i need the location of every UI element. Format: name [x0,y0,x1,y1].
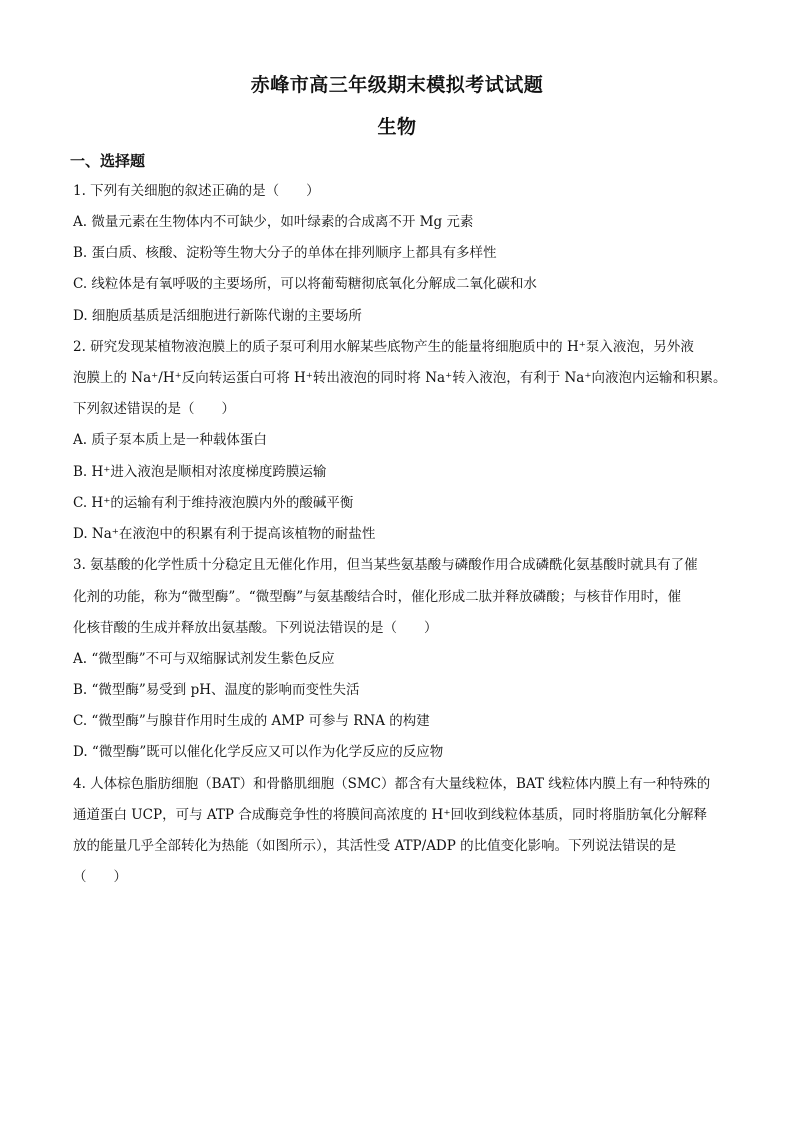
question-1-option-b: B. 蛋白质、核酸、淀粉等生物大分子的单体在排列顺序上都具有多样性 [73,245,497,261]
question-4-stem-line-3: 放的能量几乎全部转化为热能（如图所示），其活性受 ATP/ADP 的比值变化影响。下列说法错误的是 [73,838,677,854]
question-2-option-a: A. 质子泵本质上是一种载体蛋白 [73,432,267,448]
question-3-stem-line-3: 化核苷酸的生成并释放出氨基酸。下列说法错误的是（ ） [73,620,438,636]
question-3-option-a: A. “微型酶”不可与双缩脲试剂发生紫色反应 [73,651,335,667]
question-2-option-c: C. H⁺的运输有利于维持液泡膜内外的酸碱平衡 [73,495,354,511]
page-title: 赤峰市高三年级期末模拟考试试题 [250,74,544,96]
question-1-stem: 1. 下列有关细胞的叙述正确的是（ ） [73,183,320,199]
question-3-stem-line-1: 3. 氨基酸的化学性质十分稳定且无催化作用，但当某些氨基酸与磷酸作用合成磷酰化氨基酸时就具有了催 [73,557,698,573]
question-4-stem-line-1: 4. 人体棕色脂肪细胞（BAT）和骨骼肌细胞（SMC）都含有大量线粒体，BAT 线粒体内膜上有一种特殊的 [73,776,711,792]
question-1-option-d: D. 细胞质基质是活细胞进行新陈代谢的主要场所 [73,308,362,324]
question-2-stem-line-1: 2. 研究发现某植物液泡膜上的质子泵可利用水解某些底物产生的能量将细胞质中的 H⁺泵入液泡，另外液 [73,339,694,355]
question-3-option-d: D. “微型酶”既可以催化化学反应又可以作为化学反应的反应物 [73,744,444,760]
question-3-option-c: C. “微型酶”与腺苷作用时生成的 AMP 可参与 RNA 的构建 [73,713,430,729]
question-2-stem-line-3: 下列叙述错误的是（ ） [73,401,235,417]
question-4-stem-line-4: （ ） [73,869,127,885]
question-2-option-d: D. Na⁺在液泡中的积累有利于提高该植物的耐盐性 [73,526,376,542]
question-2-stem-line-2: 泡膜上的 Na⁺/H⁺反向转运蛋白可将 H⁺转出液泡的同时将 Na⁺转入液泡，有利于 Na⁺向液泡内运输和积累。 [73,370,727,386]
question-4-stem-line-2: 通道蛋白 UCP，可与 ATP 合成酶竞争性的将膜间高浓度的 H⁺回收到线粒体基质，同时将脂肪氧化分解释 [73,807,707,823]
question-1-option-c: C. 线粒体是有氧呼吸的主要场所，可以将葡萄糖彻底氧化分解成二氧化碳和水 [73,276,537,292]
subject-title: 生物 [377,116,417,138]
section-heading: 一、选择题 [70,152,146,170]
question-3-option-b: B. “微型酶”易受到 pH、温度的影响而变性失活 [73,682,360,698]
question-3-stem-line-2: 化剂的功能，称为“微型酶”。“微型酶”与氨基酸结合时，催化形成二肽并释放磷酸；与核苷作用时，催 [73,589,682,605]
question-1-option-a: A. 微量元素在生物体内不可缺少，如叶绿素的合成离不开 Mg 元素 [73,214,474,230]
question-2-option-b: B. H⁺进入液泡是顺相对浓度梯度跨膜运输 [73,464,327,480]
